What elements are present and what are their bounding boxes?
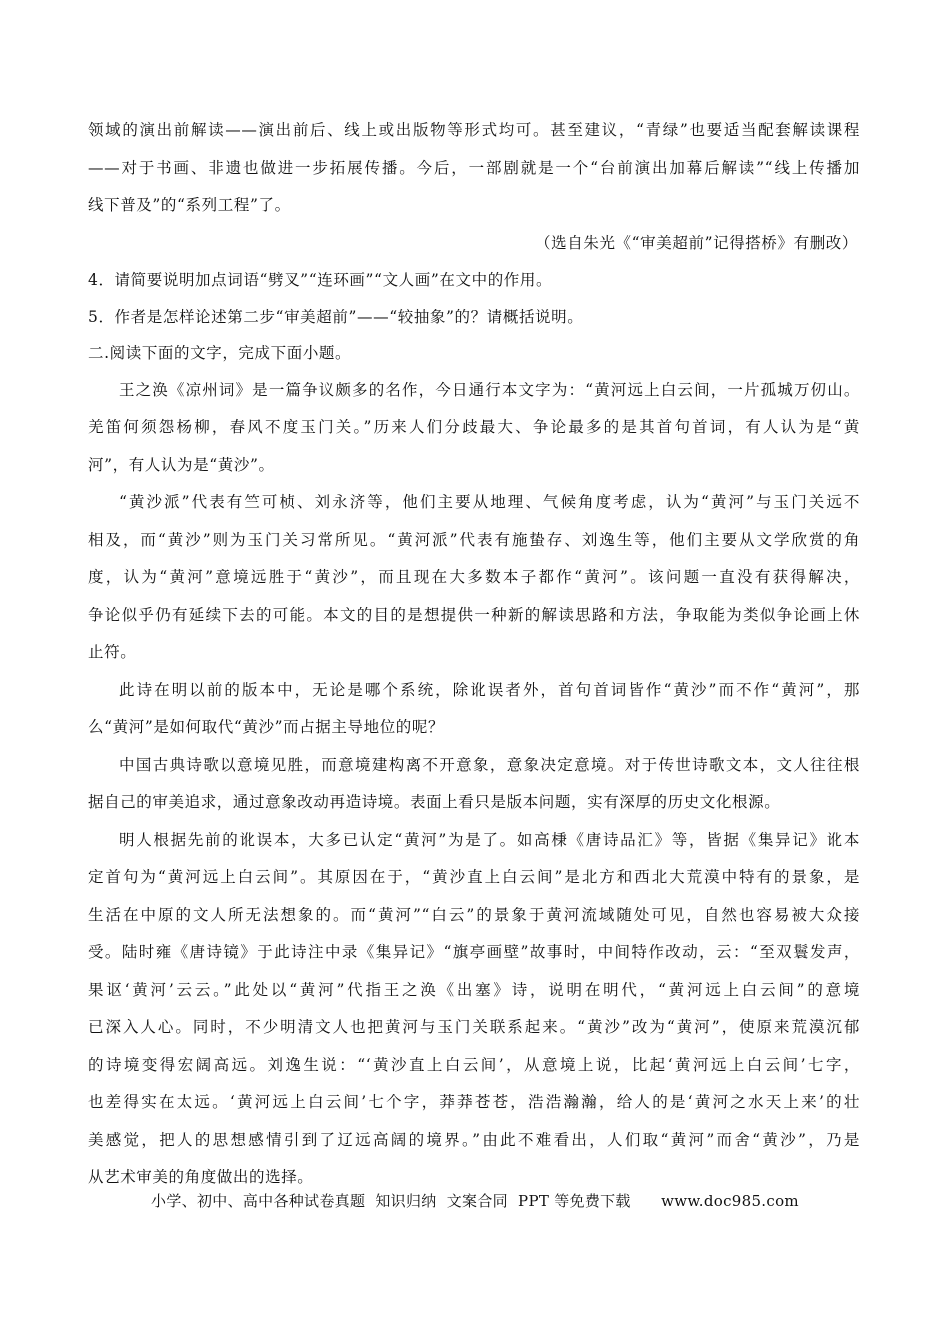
- text-line: 线下普及”的“系列工程”了。: [88, 196, 291, 214]
- text-line: 相及，而“黄沙”则为玉门关习常所见。“黄河派”代表有施蛰存、刘逸生等，他们主要从文学欣赏的角: [88, 530, 860, 549]
- section-title: 二.阅读下面的文字，完成下面小题。: [88, 344, 352, 362]
- text-line: “黄沙派”代表有竺可桢、刘永济等，他们主要从地理、气候角度考虑，认为“黄河”与玉门关远不: [119, 493, 860, 511]
- text-line: 此诗在明以前的版本中，无论是哪个系统，除讹误者外，首句首词皆作“黄沙”而不作“黄河”，那: [119, 680, 860, 699]
- text-line: 羌笛何须怨杨柳，春风不度玉门关。”历来人们分歧最大、争论最多的是其首句首词，有人认为是“黄: [88, 418, 860, 436]
- text-line: 也差得实在太远。‘黄河远上白云间’七个字，莽莽苍苍，浩浩瀚瀚，给人的是‘黄河之水天上来’的壮: [88, 1093, 860, 1111]
- text-line: 已深入人心。同时，不少明清文人也把黄河与玉门关联系起来。“黄沙”改为“黄河”，使原来荒漠沉郁: [88, 1018, 860, 1036]
- text-line: 果讴‘黄河’云云。”此处以“黄河”代指王之涣《出塞》诗，说明在明代，“黄河远上白云间”的意境: [88, 980, 860, 999]
- questions: [88, 262, 860, 335]
- text-line: 领域的演出前解读——演出前后、线上或出版物等形式均可。甚至建议，“青绿”也要适当配套解读课程: [88, 121, 860, 139]
- paragraph-3: [88, 672, 860, 747]
- text-line: ——对于书画、非遗也做进一步拓展传播。今后，一部剧就是一个“台前演出加幕后解读”“线上传播加: [88, 158, 860, 177]
- text-line: 美感觉，把人的思想感情引到了辽远高阔的境界。”由此不难看出，人们取“黄河”而舍“黄沙”，乃是: [88, 1130, 860, 1149]
- text-line: 么“黄河”是如何取代“黄沙”而占据主导地位的呢？: [88, 718, 445, 736]
- page-footer: [0, 1190, 950, 1211]
- text-line: 度，认为“黄河”意境远胜于“黄沙”，而且现在大多数本子都作“黄河”。该问题一直没有获得解决，: [88, 568, 860, 586]
- text-line: 止符。: [88, 643, 137, 661]
- question-5: 5．作者是怎样论述第二步“审美超前”——“较抽象”的？请概括说明。: [88, 307, 584, 326]
- question-4: 4．请简要说明加点词语“劈叉”“连环画”“文人画”在文中的作用。: [88, 271, 553, 289]
- text-line: 的诗境变得宏阔高远。刘逸生说：“‘黄沙直上白云间’，从意境上说，比起‘黄河远上白云间’七字，: [88, 1055, 860, 1074]
- text-line: 王之涣《凉州词》是一篇争议颇多的名作，今日通行本文字为：“黄河远上白云间，一片孤城万仞山。: [119, 380, 860, 399]
- text-line: 据自己的审美追求，通过意象改动再造诗境。表面上看只是版本问题，实有深厚的历史文化根源。: [88, 793, 781, 811]
- passage-tail: [88, 112, 860, 262]
- paragraph-4: [88, 747, 860, 822]
- text-line: 定首句为“黄河远上白云间”。其原因在于，“黄沙直上白云间”是北方和西北大荒漠中特有的景象，是: [88, 868, 860, 886]
- text-line: 受。陆时雍《唐诗镜》于此诗注中录《集异记》“旗亭画壁”故事时，中间特作改动，云：“至双鬟发声，: [88, 943, 860, 961]
- text-line: 中国古典诗歌以意境见胜，而意境建构离不开意象，意象决定意境。对于传世诗歌文本，文人往往根: [119, 755, 860, 774]
- text-line: 生活在中原的文人所无法想象的。而“黄河”“白云”的景象于黄河流域随处可见，自然也容易被大众接: [88, 905, 860, 924]
- paragraph-5: [88, 822, 860, 1197]
- paragraph-1: [88, 372, 860, 485]
- footer-text: 小学、初中、高中各种试卷真题 知识归纳 文案合同 PPT 等免费下载: [151, 1192, 631, 1210]
- paragraph-2: [88, 484, 860, 672]
- text-line: 河”，有人认为是“黄沙”。: [88, 455, 275, 474]
- source-citation: （选自朱光《“审美超前”记得搭桥》有删改）: [535, 233, 858, 252]
- text-line: 争论似乎仍有延续下去的可能。本文的目的是想提供一种新的解读思路和方法，争取能为类似争论画上休: [88, 605, 860, 624]
- text-line: 从艺术审美的角度做出的选择。: [88, 1168, 314, 1186]
- footer-site-link[interactable]: www.doc985.com: [661, 1192, 799, 1210]
- document-page: [88, 112, 860, 1197]
- text-line: 明人根据先前的讹误本，大多已认定“黄河”为是了。如高棅《唐诗品汇》等，皆据《集异记》讹本: [119, 830, 860, 849]
